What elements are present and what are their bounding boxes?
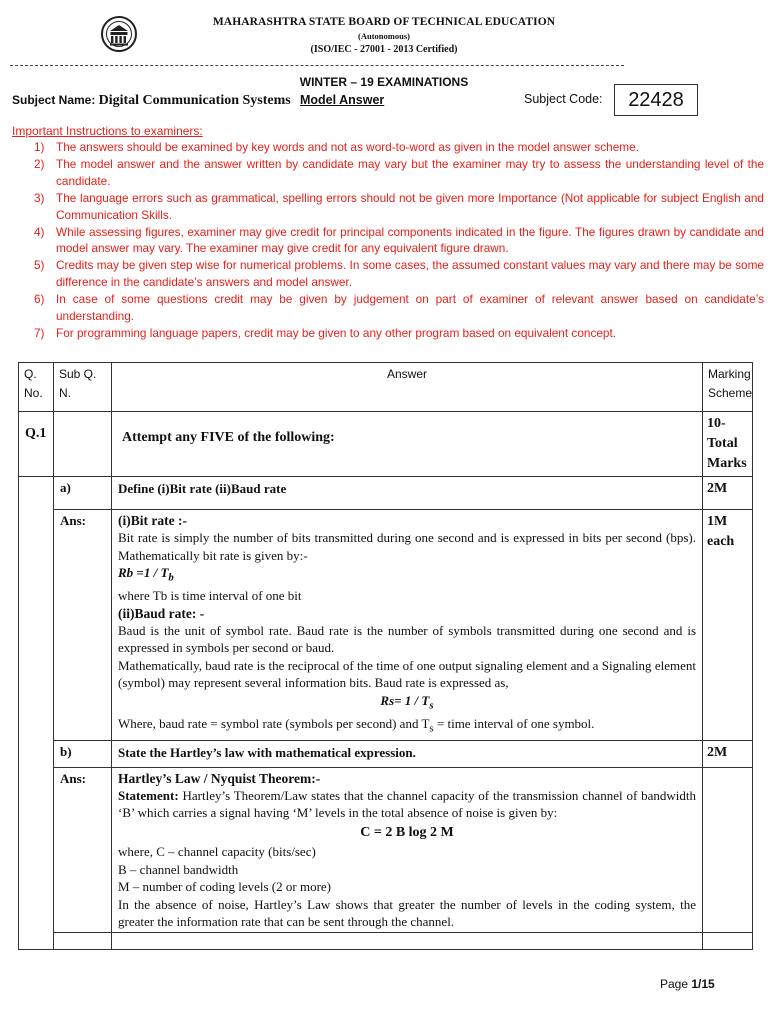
autonomous-label: (Autonomous) bbox=[358, 31, 410, 41]
hartley-where-2: B – channel bandwidth bbox=[118, 861, 239, 877]
header-marking: Marking Scheme bbox=[703, 363, 753, 412]
instructions-title: Important Instructions to examiners: bbox=[12, 124, 203, 138]
iso-certification: (ISO/IEC - 27001 - 2013 Certified) bbox=[310, 44, 458, 55]
instruction-item: 7) For programming language papers, credit may be given to any other program based on equivalent concept. bbox=[34, 325, 617, 340]
subject-code-box: 22428 bbox=[614, 84, 698, 116]
question-number: Q.1 bbox=[19, 412, 54, 477]
marks-b: 2M bbox=[703, 740, 753, 767]
table-row bbox=[19, 767, 753, 933]
answer-table bbox=[18, 362, 753, 950]
hartley-formula: C = 2 B log 2 M bbox=[360, 824, 454, 840]
table-row bbox=[19, 740, 753, 767]
instruction-item: 3) The language errors such as grammatical, spelling errors should not be given more Importance (Not applicable for subject English and Communication Skills. bbox=[34, 190, 764, 222]
marks-a: 2M bbox=[703, 477, 753, 510]
header-subq: Sub Q. N. bbox=[54, 363, 112, 412]
ans-label-b: Ans: bbox=[54, 767, 112, 933]
hartley-heading: Hartley’s Law / Nyquist Theorem:- bbox=[118, 770, 321, 786]
model-answer-label: Model Answer bbox=[299, 93, 385, 107]
instructions-list bbox=[12, 139, 764, 342]
hartley-where-3: M – number of coding levels (2 or more) bbox=[118, 879, 332, 895]
subq-a: a) bbox=[54, 477, 112, 510]
board-name: MAHARASHTRA STATE BOARD OF TECHNICAL EDUCATION bbox=[212, 16, 556, 28]
header-divider bbox=[10, 65, 624, 66]
bit-rate-formula: $Rb =1 / T_b$ bbox=[118, 565, 174, 584]
baud-rate-formula: $Rs= 1 / T_s$ bbox=[380, 692, 434, 712]
instruction-item: 2) The model answer and the answer written by candidate may vary but the examiner may try to assess the understanding level of the candidate. bbox=[34, 156, 764, 188]
bit-rate-heading: (i)Bit rate :- bbox=[118, 513, 187, 528]
question-instruction: Attempt any FIVE of the following: bbox=[112, 412, 703, 477]
instruction-item: 5) Credits may be given step wise for numerical problems. In some cases, the assumed constant values may vary and there may be some difference in the candidate’s answers and model answer. bbox=[34, 258, 764, 290]
subject-label: Subject Name: bbox=[12, 93, 96, 107]
ans-label-a: Ans: bbox=[54, 510, 112, 741]
total-marks: 10- Total Marks bbox=[703, 412, 753, 477]
table-header-row bbox=[19, 363, 753, 412]
baud-rate-text-1: Baud is the unit of symbol rate. Baud rate is the number of symbols transmitted during one second and is expressed in symbols per second or baud. bbox=[118, 623, 696, 656]
bit-rate-where: where Tb is time interval of one bit bbox=[118, 588, 302, 604]
subq-b: b) bbox=[54, 740, 112, 767]
subject-code-label: Subject Code: bbox=[524, 92, 603, 106]
subject-row bbox=[12, 92, 384, 109]
table-row bbox=[19, 477, 753, 510]
page-number: Page 1/15 bbox=[660, 977, 715, 991]
hartley-conclusion: In the absence of noise, Hartley’s Law shows that greater the number of levels in the coding system, the greater the information rate that can be sent through the channel. bbox=[118, 896, 696, 929]
baud-rate-heading: (ii)Baud rate: - bbox=[118, 605, 205, 621]
answer-a bbox=[112, 510, 703, 741]
bit-rate-text: Bit rate is simply the number of bits transmitted during one second and is expressed in bits per second (bps). Mathematically bit rate is given by:- bbox=[118, 530, 696, 563]
baud-rate-text-2: Mathematically, baud rate is the reciprocal of the time of one output signaling element and a Signaling element (symbol) may represent several information bits. Baud rate is expressed as, bbox=[118, 657, 696, 691]
hartley-statement: Statement: Hartley’s Theorem/Law states that the channel capacity of the transmission channel of bandwidth ‘B’ which carries a signal having ‘M’ levels in the total absence of noise is given by: bbox=[118, 788, 696, 821]
subject-name: Digital Communication Systems bbox=[98, 93, 291, 108]
question-b: State the Hartley’s law with mathematical expression. bbox=[112, 740, 703, 767]
question-a: Define (i)Bit rate (ii)Baud rate bbox=[112, 477, 703, 510]
instruction-item: 6) In case of some questions credit may be given by judgement on part of examiner of relevant answer based on candidate’s understanding. bbox=[34, 292, 764, 324]
instruction-item: 4) While assessing figures, examiner may give credit for principal components indicated in the figure. The figures drawn by candidate and model answer may vary. The examiner may give credit for any equivalent figure drawn. bbox=[34, 224, 764, 256]
exam-title: WINTER – 19 EXAMINATIONS bbox=[299, 75, 469, 89]
marks-each-a: 1M each bbox=[703, 510, 753, 741]
table-row bbox=[19, 412, 753, 477]
instruction-item: 1) The answers should be examined by key words and not as word-to-word as given in the model answer scheme. bbox=[34, 140, 639, 154]
table-row bbox=[19, 510, 753, 741]
answer-b bbox=[112, 767, 703, 933]
baud-rate-where: Where, baud rate = symbol rate (symbols per second) and $T_s$ = time interval of one symbol. bbox=[118, 715, 595, 735]
header-answer: Answer bbox=[112, 363, 703, 412]
hartley-where-1: where, C – channel capacity (bits/sec) bbox=[118, 844, 316, 860]
header-qno: Q. No. bbox=[19, 363, 54, 412]
